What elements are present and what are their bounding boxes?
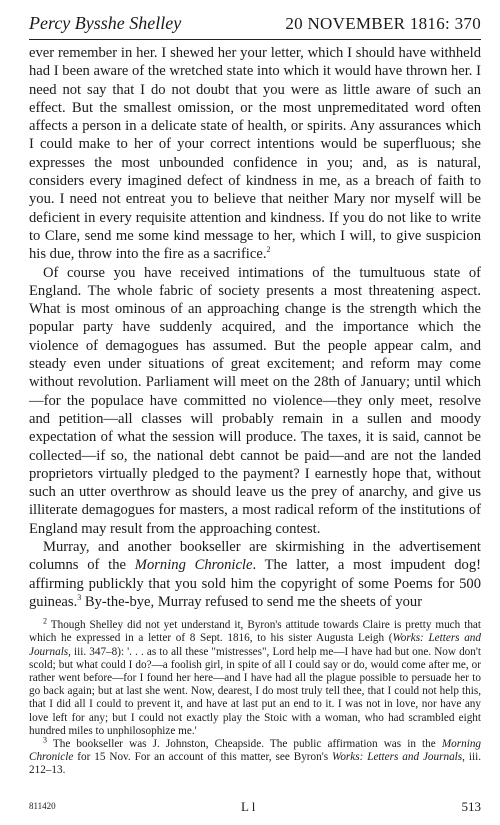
footnote-ref-2: 2 [266,245,271,255]
paragraph-2: Of course you have received intimations of the tumultuous state of England. The whole fabric of society presents a most threatening aspect. What is most ominous of an approaching change is the strength which the popular party have suddenly acquired, and the importance which the violence of demagogues has assumed. But the people appear calm, and steady even under situations of great excitement; and reform may come without revolution. Parliament will meet on the 28th of January; until which—for the populace have committed no violence—they only meet, resolve and petition—all classes will probably remain in a sullen and moody expectation of what the session will produce. The taxes, it is said, cannot be collected—if so, the national debt cannot be paid—and are not the landed proprietors virtually pledged to the payment? I earnestly hope that, without such an utter overthrow as should leave us the prey of anarchy, and give us illiterate demagogues for masters, a most radical reform of the institutions of England may result from the approaching contest. [29,264,481,537]
footnote-3-text-a: The bookseller was J. Johnston, Cheapside. The public affirmation was in the [47,738,442,751]
page-number: 513 [461,799,481,814]
footnote-3-text-c: , iii. 212–13. [29,751,481,777]
footnote-2-mark: 2 [43,616,47,626]
footnote-2-work-title: Works: Letters and Journals [29,632,481,658]
paragraph-3-text-c: By-the-bye, Murray refused to send me the sheets of your [81,593,423,610]
page-content [29,13,481,778]
footnote-3-newspaper-title: Morning Chronicle [29,738,481,764]
page-footer [29,799,481,815]
running-head-date: 20 NOVEMBER 1816: 370 [285,14,481,33]
running-head-author: Percy Bysshe Shelley [29,13,182,33]
paragraph-1 [29,44,481,264]
footnote-2-text-b: , iii. 347–8): '. . . as to all these "mistresses", Lord help me—I have had but one. Now don't scold; but what could I do?—a foolish girl, in spite of all I could say or do, would come after me, or rather went before—for I found her here—and I have had all the plague possible to persuade her to go back again; but at last she went. Now, dearest, I do most truly tell thee, that I could not help this, that I did all I could to prevent it, and have at last put an end to it. I was not in love, nor have any love left for any; but I could not exactly play the Stoic with a woman, who had scrambled eight hundred miles to unphilosophize me.' [29,645,481,737]
paragraph-3 [29,538,481,611]
footnote-2-text-a: Though Shelley did not yet understand it, Byron's attitude towards Claire is pretty much that which he expressed in a letter of 8 Sept. 1816, to his sister Augusta Leigh ( [29,619,481,645]
footnote-3-mark: 3 [43,735,47,745]
footnotes [29,616,481,777]
newspaper-title: Morning Chronicle [134,557,253,574]
paragraph-1-text: ever remember in her. I shewed her your letter, which I should have withheld had I been aware of the wretched state into which it would have thrown her. I need not say that I do not doubt that you were as little aware of such an effect. But the smallest omission, or the most unpremeditated word often affects a person in a delicate state of health, or spirits. Any assurances which I could make to her of your correct intentions would be superfluous; she expresses the most unbounded confidence in you; and, as is natural, considers every imagined defect of kindness in me, as a breach of faith to you. I need not entreat you to believe that neither Mary nor myself will be deficient in every requisite attention and kindness. If you do not like to write to Clare, send me some kind message to her, which I will, to give suspicion his due, throw into the fire as a sacrifice. [29,45,481,263]
letter-body [29,44,481,611]
signature-mark: L l [241,799,256,814]
running-header [29,13,481,40]
paragraph-3-text-a: Murray, and another bookseller are skirmishing in the advertisement columns of the [29,539,481,574]
footnote-ref-3: 3 [77,593,82,603]
print-code: 811420 [29,801,56,811]
paragraph-3-text-b: . The latter, a most impudent dog! affirming publickly that you sold him the copyright of some Poems for 500 guineas. [29,557,481,610]
footnote-3-text-b: for 15 Nov. For an account of this matter, see Byron's [73,751,333,764]
footnote-2 [29,616,481,738]
footnote-3 [29,735,481,778]
footnote-3-work-title: Works: Letters and Journals [332,751,463,764]
